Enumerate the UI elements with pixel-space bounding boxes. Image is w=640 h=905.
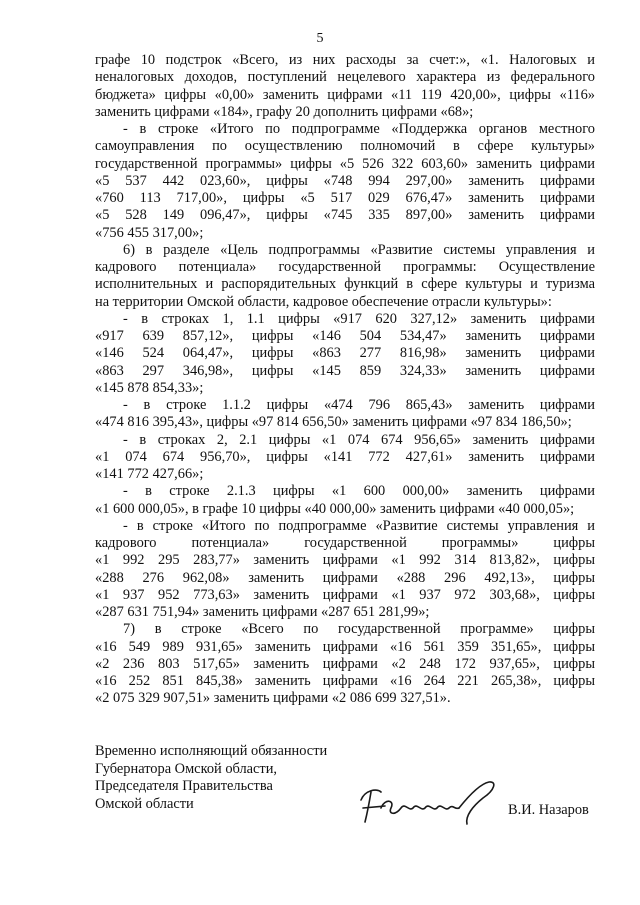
text-line: «2 075 329 907,51» заменить цифрами «2 086 699 327,51». (95, 690, 451, 707)
text-line: «760 113 717,00», цифры «5 517 029 676,47» заменить цифрами (95, 190, 595, 206)
paragraph-columns-update (95, 52, 595, 121)
paragraph-section-7-program-total (95, 621, 595, 707)
handwritten-signature (355, 778, 505, 828)
text-line: «863 297 346,98», цифры «145 859 324,33» заменить цифрами (95, 362, 595, 379)
document-body (95, 52, 595, 708)
signature-title-line: Губернатора Омской области, (95, 760, 278, 777)
paragraph-rows-1-1-1 (95, 311, 595, 397)
text-line: «141 772 427,66»; (95, 466, 204, 482)
paragraph-rows-2-2-1 (95, 432, 595, 484)
paragraph-row-2-1-3 (95, 483, 595, 518)
text-line: - в строке 2.1.3 цифры «1 600 000,00» заменить цифрами (123, 483, 595, 500)
text-line: 7) в строке «Всего по государственной программе» цифры (123, 621, 595, 638)
text-line: «474 816 395,43», цифры «97 814 656,50» заменить цифрами «97 834 186,50»; (95, 414, 572, 431)
text-line: заменить цифрами «184», графу 20 дополнить цифрами «68»; (95, 103, 474, 120)
paragraph-row-1-1-2 (95, 397, 595, 432)
signature-title-line: Временно исполняющий обязанности (95, 743, 328, 759)
text-line: «5 528 149 096,47», цифры «745 335 897,00» заменить цифрами (95, 207, 595, 224)
paragraph-local-government-total (95, 121, 595, 242)
text-line: - в строке 1.1.2 цифры «474 796 865,43» заменить цифрами (123, 397, 595, 413)
text-line: «16 252 851 845,38» заменить цифрами «16 264 221 265,38», цифры (95, 673, 595, 689)
text-line: неналоговых доходов, поступлений нецелевого характера из федерального (95, 69, 595, 86)
text-line: «1 992 295 283,77» заменить цифрами «1 992 314 813,82», цифры (95, 552, 595, 569)
text-line: государственной программы» цифры «5 526 322 603,60» заменить цифрами (95, 155, 595, 172)
text-line: «1 600 000,05», в графе 10 цифры «40 000,00» заменить цифрами «40 000,05»; (95, 500, 575, 517)
signature-title-line: Председателя Правительства (95, 778, 273, 794)
signer-name: В.И. Назаров (508, 802, 589, 818)
text-line: на территории Омской области, кадровое обеспечение отрасли культуры»: (95, 293, 552, 310)
text-line: исполнительных и распорядительных функций в сфере культуры и туризма (95, 276, 595, 293)
text-line: «2 236 803 517,65» заменить цифрами «2 248 172 937,65», цифры (95, 655, 595, 672)
text-line: «288 276 962,08» заменить цифрами «288 296 492,13», цифры (95, 569, 595, 586)
text-line: «287 631 751,94» заменить цифрами «287 651 281,99»; (95, 604, 430, 620)
text-line: - в строке «Итого по подпрограмме «Поддержка органов местного (123, 121, 595, 137)
text-line: «145 878 854,33»; (95, 379, 204, 396)
page-number: 5 (316, 31, 324, 46)
text-line: 6) в разделе «Цель подпрограммы «Развитие системы управления и (123, 241, 595, 258)
text-line: «16 549 989 931,65» заменить цифрами «16 561 359 351,65», цифры (95, 638, 595, 655)
text-line: бюджета» цифры «0,00» заменить цифрами «11 119 420,00», цифры «116» (95, 86, 595, 103)
paragraph-section-6 (95, 242, 595, 311)
text-line: «1 074 674 956,70», цифры «141 772 427,61» заменить цифрами (95, 448, 595, 465)
text-line: кадрового потенциала» государственной программы: Осуществление (95, 259, 595, 275)
paragraph-management-subprogram-total (95, 518, 595, 622)
text-line: самоуправления по осуществлению полномочий в сфере культуры» (95, 138, 595, 155)
signature-title-line: Омской области (95, 795, 194, 812)
text-line: «5 537 442 023,60», цифры «748 994 297,00» заменить цифрами (95, 172, 595, 189)
text-line: кадрового потенциала» государственной программы» цифры (95, 535, 595, 551)
text-line: - в строках 1, 1.1 цифры «917 620 327,12» заменить цифрами (123, 310, 595, 327)
signature-title-block (95, 743, 327, 813)
text-line: графе 10 подстрок «Всего, из них расходы за счет:», «1. Налоговых и (95, 52, 595, 68)
text-line: «1 937 952 773,63» заменить цифрами «1 937 972 303,68», цифры (95, 586, 595, 603)
text-line: «917 639 857,12», цифры «146 504 534,47» заменить цифрами (95, 328, 595, 344)
text-line: «146 524 064,47», цифры «863 277 816,98» заменить цифрами (95, 345, 595, 362)
text-line: - в строках 2, 2.1 цифры «1 074 674 956,65» заменить цифрами (123, 431, 595, 448)
text-line: - в строке «Итого по подпрограмме «Развитие системы управления и (123, 517, 595, 534)
text-line: «756 455 317,00»; (95, 224, 204, 241)
